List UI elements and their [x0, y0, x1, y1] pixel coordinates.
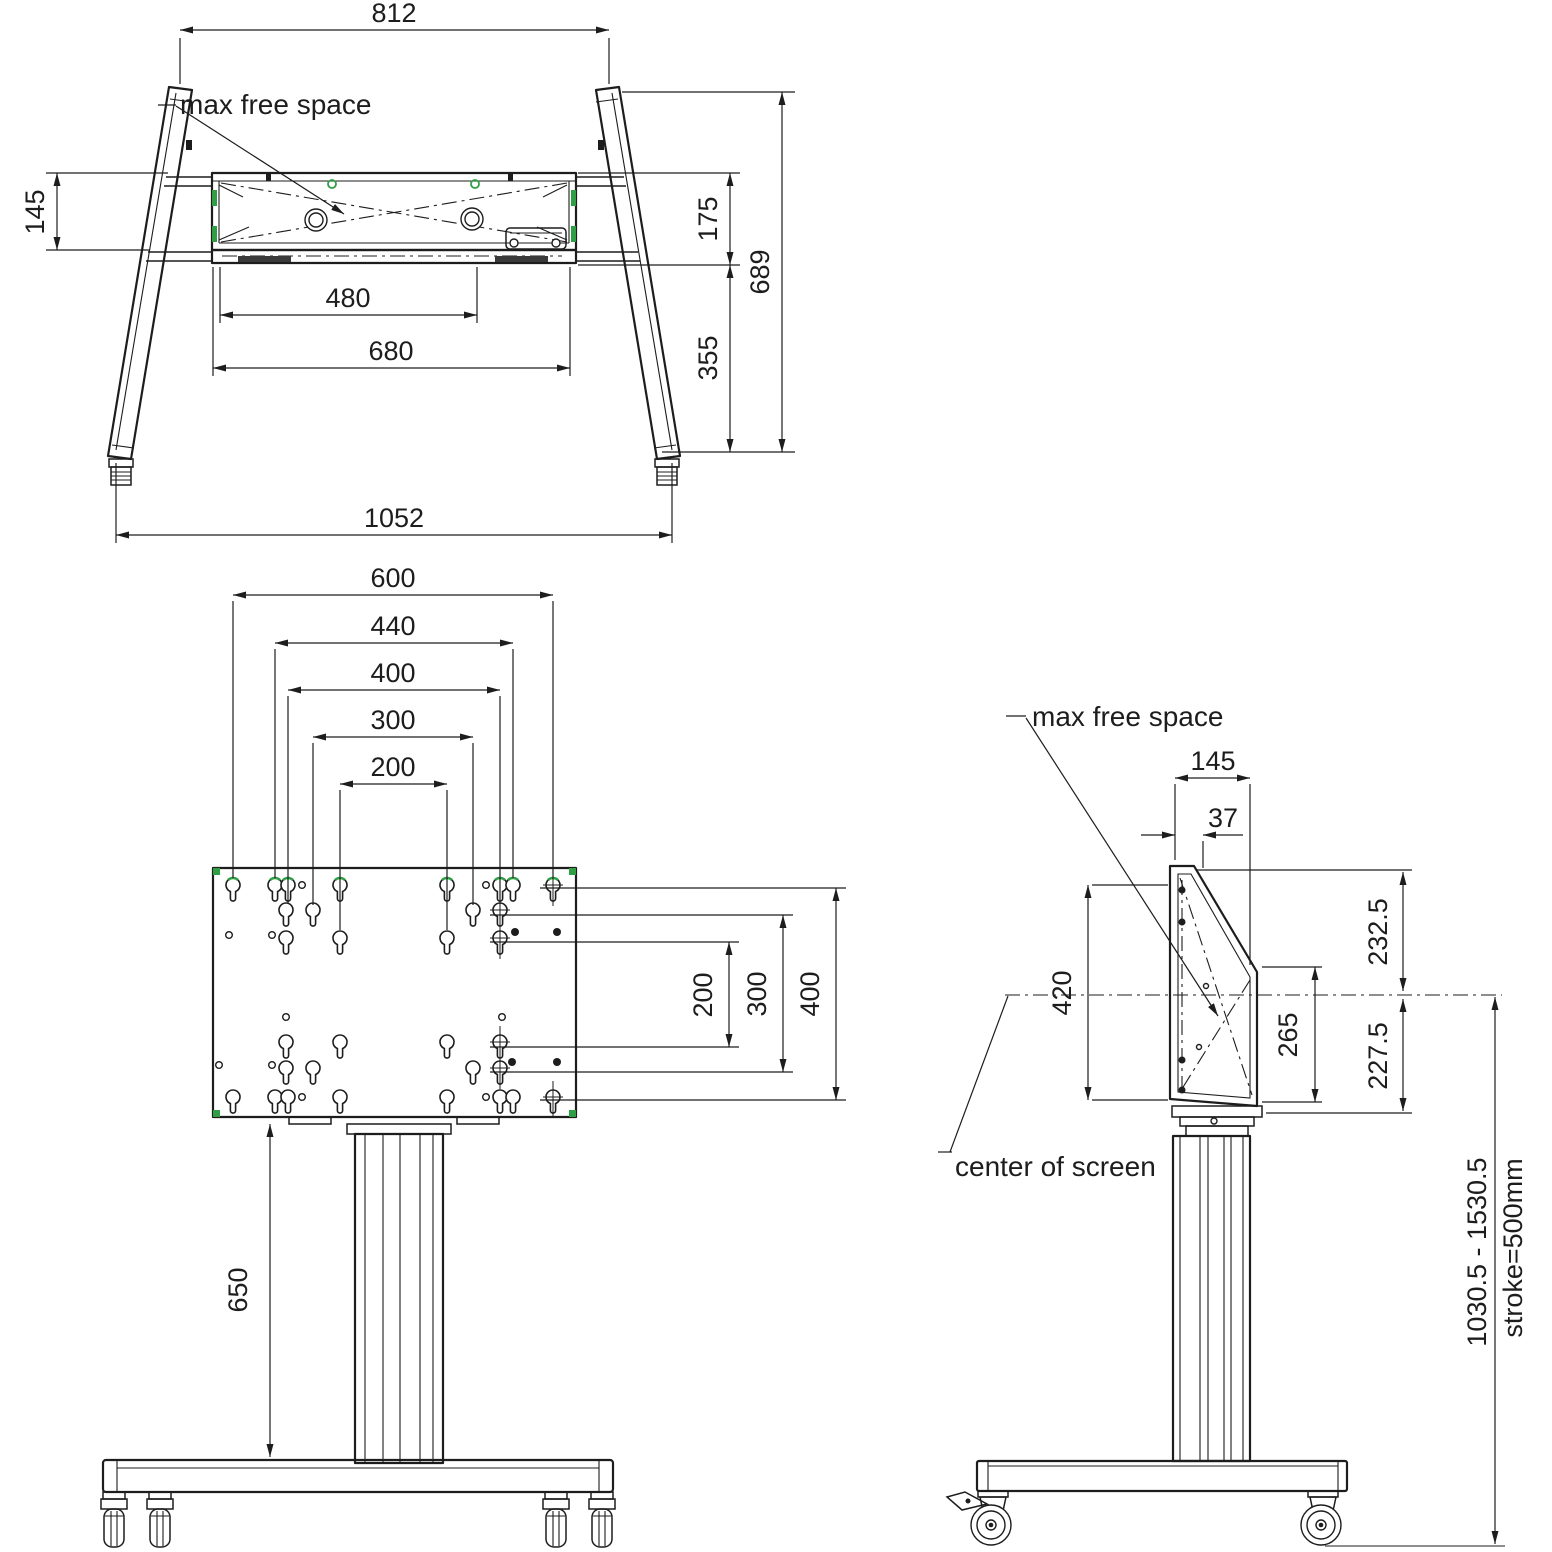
dim-column-height: 650 — [223, 1267, 253, 1313]
left-leg — [108, 87, 192, 459]
dim-total-depth: 689 — [745, 249, 775, 295]
base-side — [977, 1461, 1347, 1491]
top-view-geometry — [108, 87, 680, 485]
caster-side-left-braked — [947, 1491, 1011, 1545]
side-view-dimensions — [938, 701, 1528, 1544]
side-view — [938, 701, 1528, 1546]
front-view-geometry — [101, 868, 615, 1547]
dim-vesa-600: 600 — [370, 563, 416, 593]
dim-inner-height: 265 — [1273, 1012, 1303, 1058]
left-caster-top — [109, 459, 133, 485]
lift-column-side — [1173, 1136, 1250, 1461]
caster-front-1 — [101, 1492, 127, 1547]
label-max-free-space-top: max free space — [180, 89, 372, 120]
caster-front-4 — [589, 1492, 615, 1547]
dim-face-height: 420 — [1047, 970, 1077, 1016]
dim-front-width: 1052 — [363, 503, 425, 533]
label-center-of-screen: center of screen — [955, 1151, 1156, 1182]
dim-above-center: 232.5 — [1363, 898, 1393, 966]
lift-column-front — [355, 1134, 443, 1463]
dim-height-range: 1030.5 - 1530.5 — [1462, 1157, 1492, 1347]
dim-below-center: 227.5 — [1363, 1022, 1393, 1090]
dim-tray-depth: 145 — [20, 189, 50, 235]
dim-back-width: 812 — [371, 0, 417, 28]
dim-stroke: stroke=500mm — [1498, 1158, 1528, 1338]
dim-vesa-v400: 400 — [795, 971, 825, 1017]
caster-side-right — [1301, 1491, 1341, 1545]
right-caster-top — [655, 459, 679, 485]
side-view-geometry — [947, 866, 1505, 1546]
right-leg — [596, 87, 680, 459]
dim-tray-to-back: 175 — [693, 196, 723, 242]
column-collar — [347, 1124, 451, 1134]
caster-front-3 — [543, 1492, 569, 1547]
dim-tray-to-front: 355 — [693, 335, 723, 381]
dim-vesa-440: 440 — [370, 611, 416, 641]
dim-vesa-v300: 300 — [742, 971, 772, 1017]
tray-slot-left — [238, 256, 291, 262]
vesa-plate — [213, 868, 576, 1117]
dim-tray-width: 680 — [368, 336, 414, 366]
dim-vesa-200: 200 — [370, 752, 416, 782]
front-view — [101, 563, 846, 1547]
top-view — [20, 0, 795, 543]
cable-tray — [212, 173, 576, 263]
caster-front-2 — [147, 1492, 173, 1547]
dim-vesa-400: 400 — [370, 658, 416, 688]
tray-slot-right — [495, 256, 548, 262]
label-max-free-space-side: max free space — [1032, 701, 1224, 732]
dim-vesa-v200: 200 — [688, 972, 718, 1018]
dim-head-depth: 145 — [1190, 746, 1236, 776]
dim-face-offset: 37 — [1207, 803, 1239, 833]
base-front — [103, 1460, 613, 1492]
dim-vesa-300: 300 — [370, 705, 416, 735]
dim-tray-inner-width: 480 — [325, 283, 371, 313]
